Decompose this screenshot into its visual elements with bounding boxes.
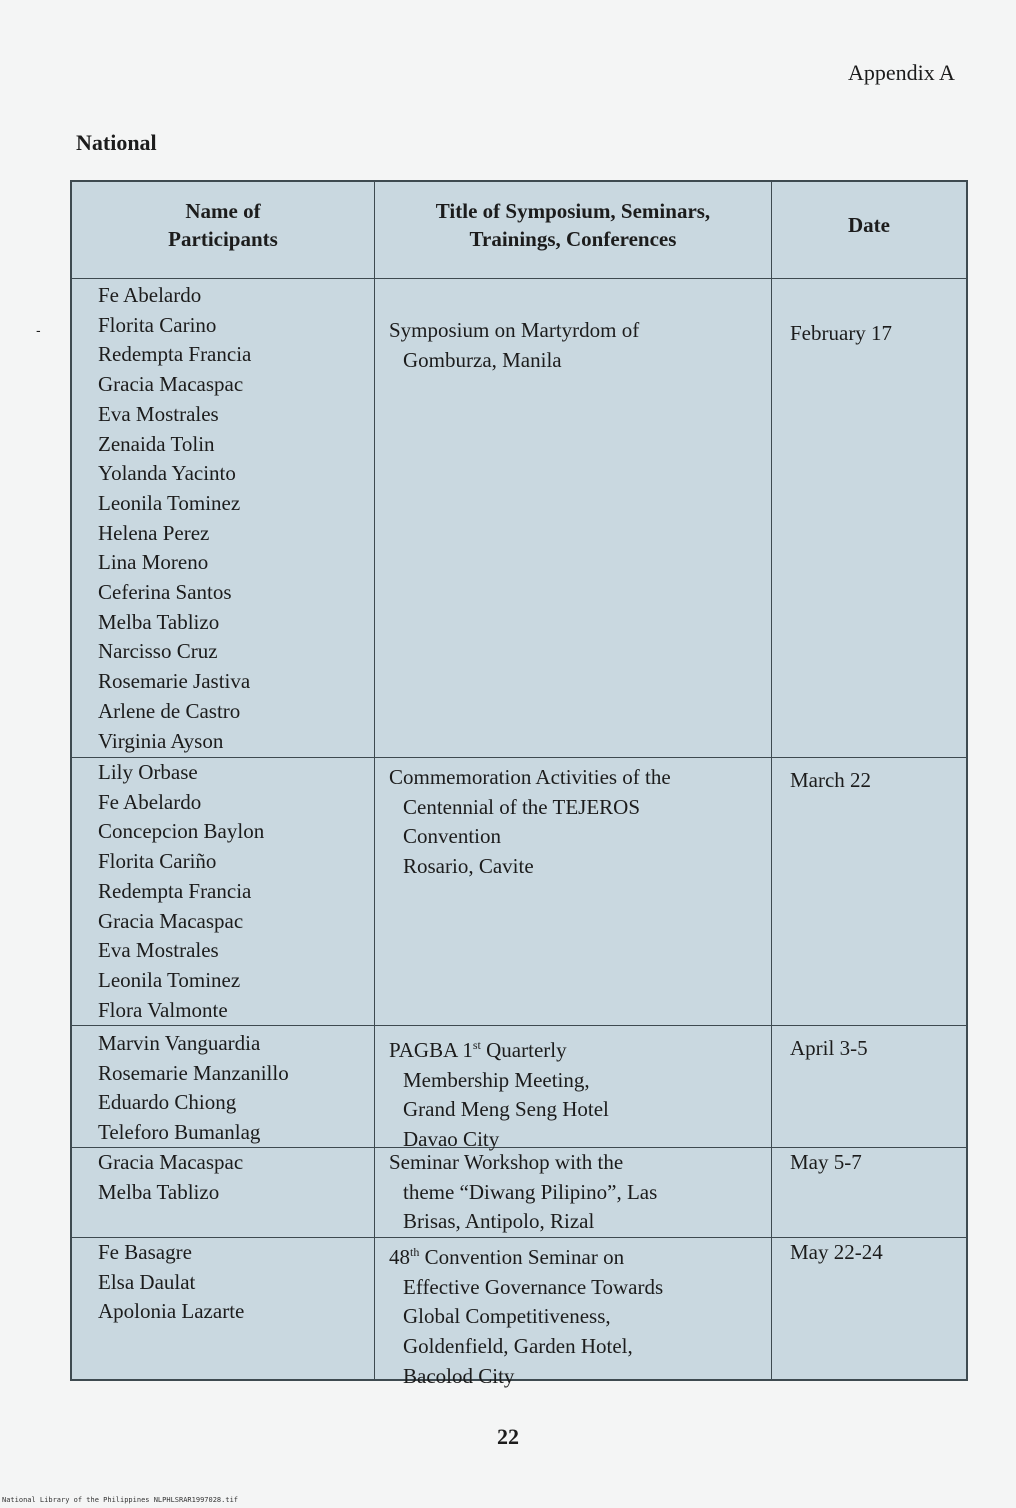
- participants-cell: [72, 1148, 375, 1237]
- header-date-label: Date: [848, 213, 890, 237]
- page-number: 22: [497, 1424, 519, 1449]
- table-row: [72, 278, 966, 757]
- table-row: [72, 757, 966, 1025]
- event-title-cell: [375, 1238, 772, 1388]
- header-participants-line1: Name of: [185, 199, 261, 223]
- event-title-line: Seminar Workshop with the: [389, 1150, 624, 1174]
- participant-name: Concepcion Baylon: [98, 819, 265, 844]
- participant-name: Yolanda Yacinto: [98, 461, 236, 486]
- participant-name: Gracia Macaspac: [98, 372, 244, 397]
- participant-name: Ceferina Santos: [98, 580, 232, 605]
- event-title-line: Bacolod City: [403, 1363, 515, 1388]
- event-title-line: Symposium on Martyrdom of: [389, 318, 640, 342]
- event-date: April 3-5: [790, 1036, 868, 1060]
- header-title-line1: Title of Symposium, Seminars,: [435, 199, 711, 223]
- participant-name: Helena Perez: [98, 520, 210, 545]
- participant-name: Zenaida Tolin: [98, 431, 215, 456]
- event-title-line: Goldenfield, Garden Hotel,: [403, 1334, 633, 1359]
- participant-name: Fe Abelardo: [98, 789, 202, 814]
- header-title-line2: Trainings, Conferences: [469, 227, 677, 251]
- participant-name: Rosemarie Jastiva: [98, 669, 251, 694]
- event-title-line: Global Competitiveness,: [403, 1304, 611, 1329]
- participant-name: Lina Moreno: [98, 550, 209, 575]
- event-date: February 17: [790, 321, 893, 345]
- header-participants-line2: Participants: [168, 227, 278, 251]
- event-date-cell: [772, 1026, 966, 1147]
- event-title-line: Membership Meeting,: [403, 1067, 590, 1092]
- participant-name: Eduardo Chiong: [98, 1090, 237, 1115]
- participant-name: Gracia Macaspac: [98, 908, 244, 933]
- stray-mark: -: [36, 322, 41, 338]
- participant-name: Melba Tablizo: [98, 1179, 220, 1204]
- table-row: [72, 1025, 966, 1152]
- participants-cell: [72, 1238, 375, 1379]
- participant-name: Eva Mostrales: [98, 938, 219, 963]
- participant-name: Redempta Francia: [98, 878, 252, 903]
- participant-name: Leonila Tominez: [98, 967, 241, 992]
- event-title-line: Davao City: [403, 1127, 500, 1152]
- event-date: May 22-24: [790, 1240, 883, 1264]
- header-title: [375, 182, 772, 278]
- event-title-cell: [375, 1148, 772, 1237]
- event-date-cell: [772, 279, 966, 757]
- event-title-line: Brisas, Antipolo, Rizal: [403, 1209, 595, 1234]
- participants-cell: [72, 1026, 375, 1147]
- event-title-cell: [375, 1026, 772, 1152]
- participant-name: Gracia Macaspac: [98, 1150, 244, 1174]
- event-title-line: 48th Convention Seminar on: [389, 1245, 625, 1269]
- participant-name: Virginia Ayson: [98, 728, 224, 753]
- table-row: [72, 1237, 966, 1388]
- event-title-line: Effective Governance Towards: [403, 1274, 664, 1299]
- header-date: [772, 182, 966, 278]
- event-title-line: theme “Diwang Pilipino”, Las: [403, 1179, 658, 1204]
- event-title-line: Convention: [403, 824, 501, 849]
- participant-name: Leonila Tominez: [98, 490, 241, 515]
- participant-name: Lily Orbase: [98, 760, 198, 784]
- event-title-line: Rosario, Cavite: [403, 854, 534, 879]
- table-row: [72, 1147, 966, 1237]
- participants-table: [70, 180, 968, 1388]
- event-date-cell: [772, 1238, 966, 1379]
- event-title-line: PAGBA 1st Quarterly: [389, 1038, 567, 1062]
- event-date: March 22: [790, 768, 872, 792]
- event-title-line: Commemoration Activities of the: [389, 765, 671, 789]
- participant-name: Melba Tablizo: [98, 609, 220, 634]
- event-title-cell: [375, 279, 772, 757]
- section-title: National: [76, 130, 157, 155]
- participant-name: Fe Abelardo: [98, 283, 202, 307]
- participant-name: Eva Mostrales: [98, 401, 219, 426]
- participants-cell: [72, 279, 375, 757]
- participant-name: Redempta Francia: [98, 342, 252, 367]
- participant-name: Narcisso Cruz: [98, 639, 218, 664]
- appendix-label: Appendix A: [848, 60, 955, 85]
- participants-cell: [72, 758, 375, 1025]
- event-date-cell: [772, 1148, 966, 1237]
- participant-name: Flora Valmonte: [98, 997, 228, 1022]
- event-title-line: Centennial of the TEJEROS: [403, 794, 640, 819]
- participant-name: Rosemarie Manzanillo: [98, 1060, 289, 1085]
- participant-name: Elsa Daulat: [98, 1269, 196, 1294]
- header-participants: [72, 182, 375, 278]
- event-date-cell: [772, 758, 966, 1025]
- participant-name: Teleforo Bumanlag: [98, 1120, 261, 1145]
- table-header-row: [72, 182, 966, 278]
- participant-name: Marvin Vanguardia: [98, 1031, 261, 1055]
- participant-name: Florita Cariño: [98, 849, 217, 874]
- event-date: May 5-7: [790, 1150, 862, 1174]
- participant-name: Florita Carino: [98, 312, 217, 337]
- participant-name: Arlene de Castro: [98, 698, 241, 723]
- event-title-cell: [375, 758, 772, 1025]
- scan-footer-stamp: National Library of the Philippines NLPHLSRAR1997028.tif: [2, 1496, 239, 1504]
- event-title-line: Gomburza, Manila: [403, 347, 562, 372]
- participant-name: Apolonia Lazarte: [98, 1299, 245, 1324]
- participant-name: Fe Basagre: [98, 1240, 192, 1264]
- event-title-line: Grand Meng Seng Hotel: [403, 1097, 609, 1122]
